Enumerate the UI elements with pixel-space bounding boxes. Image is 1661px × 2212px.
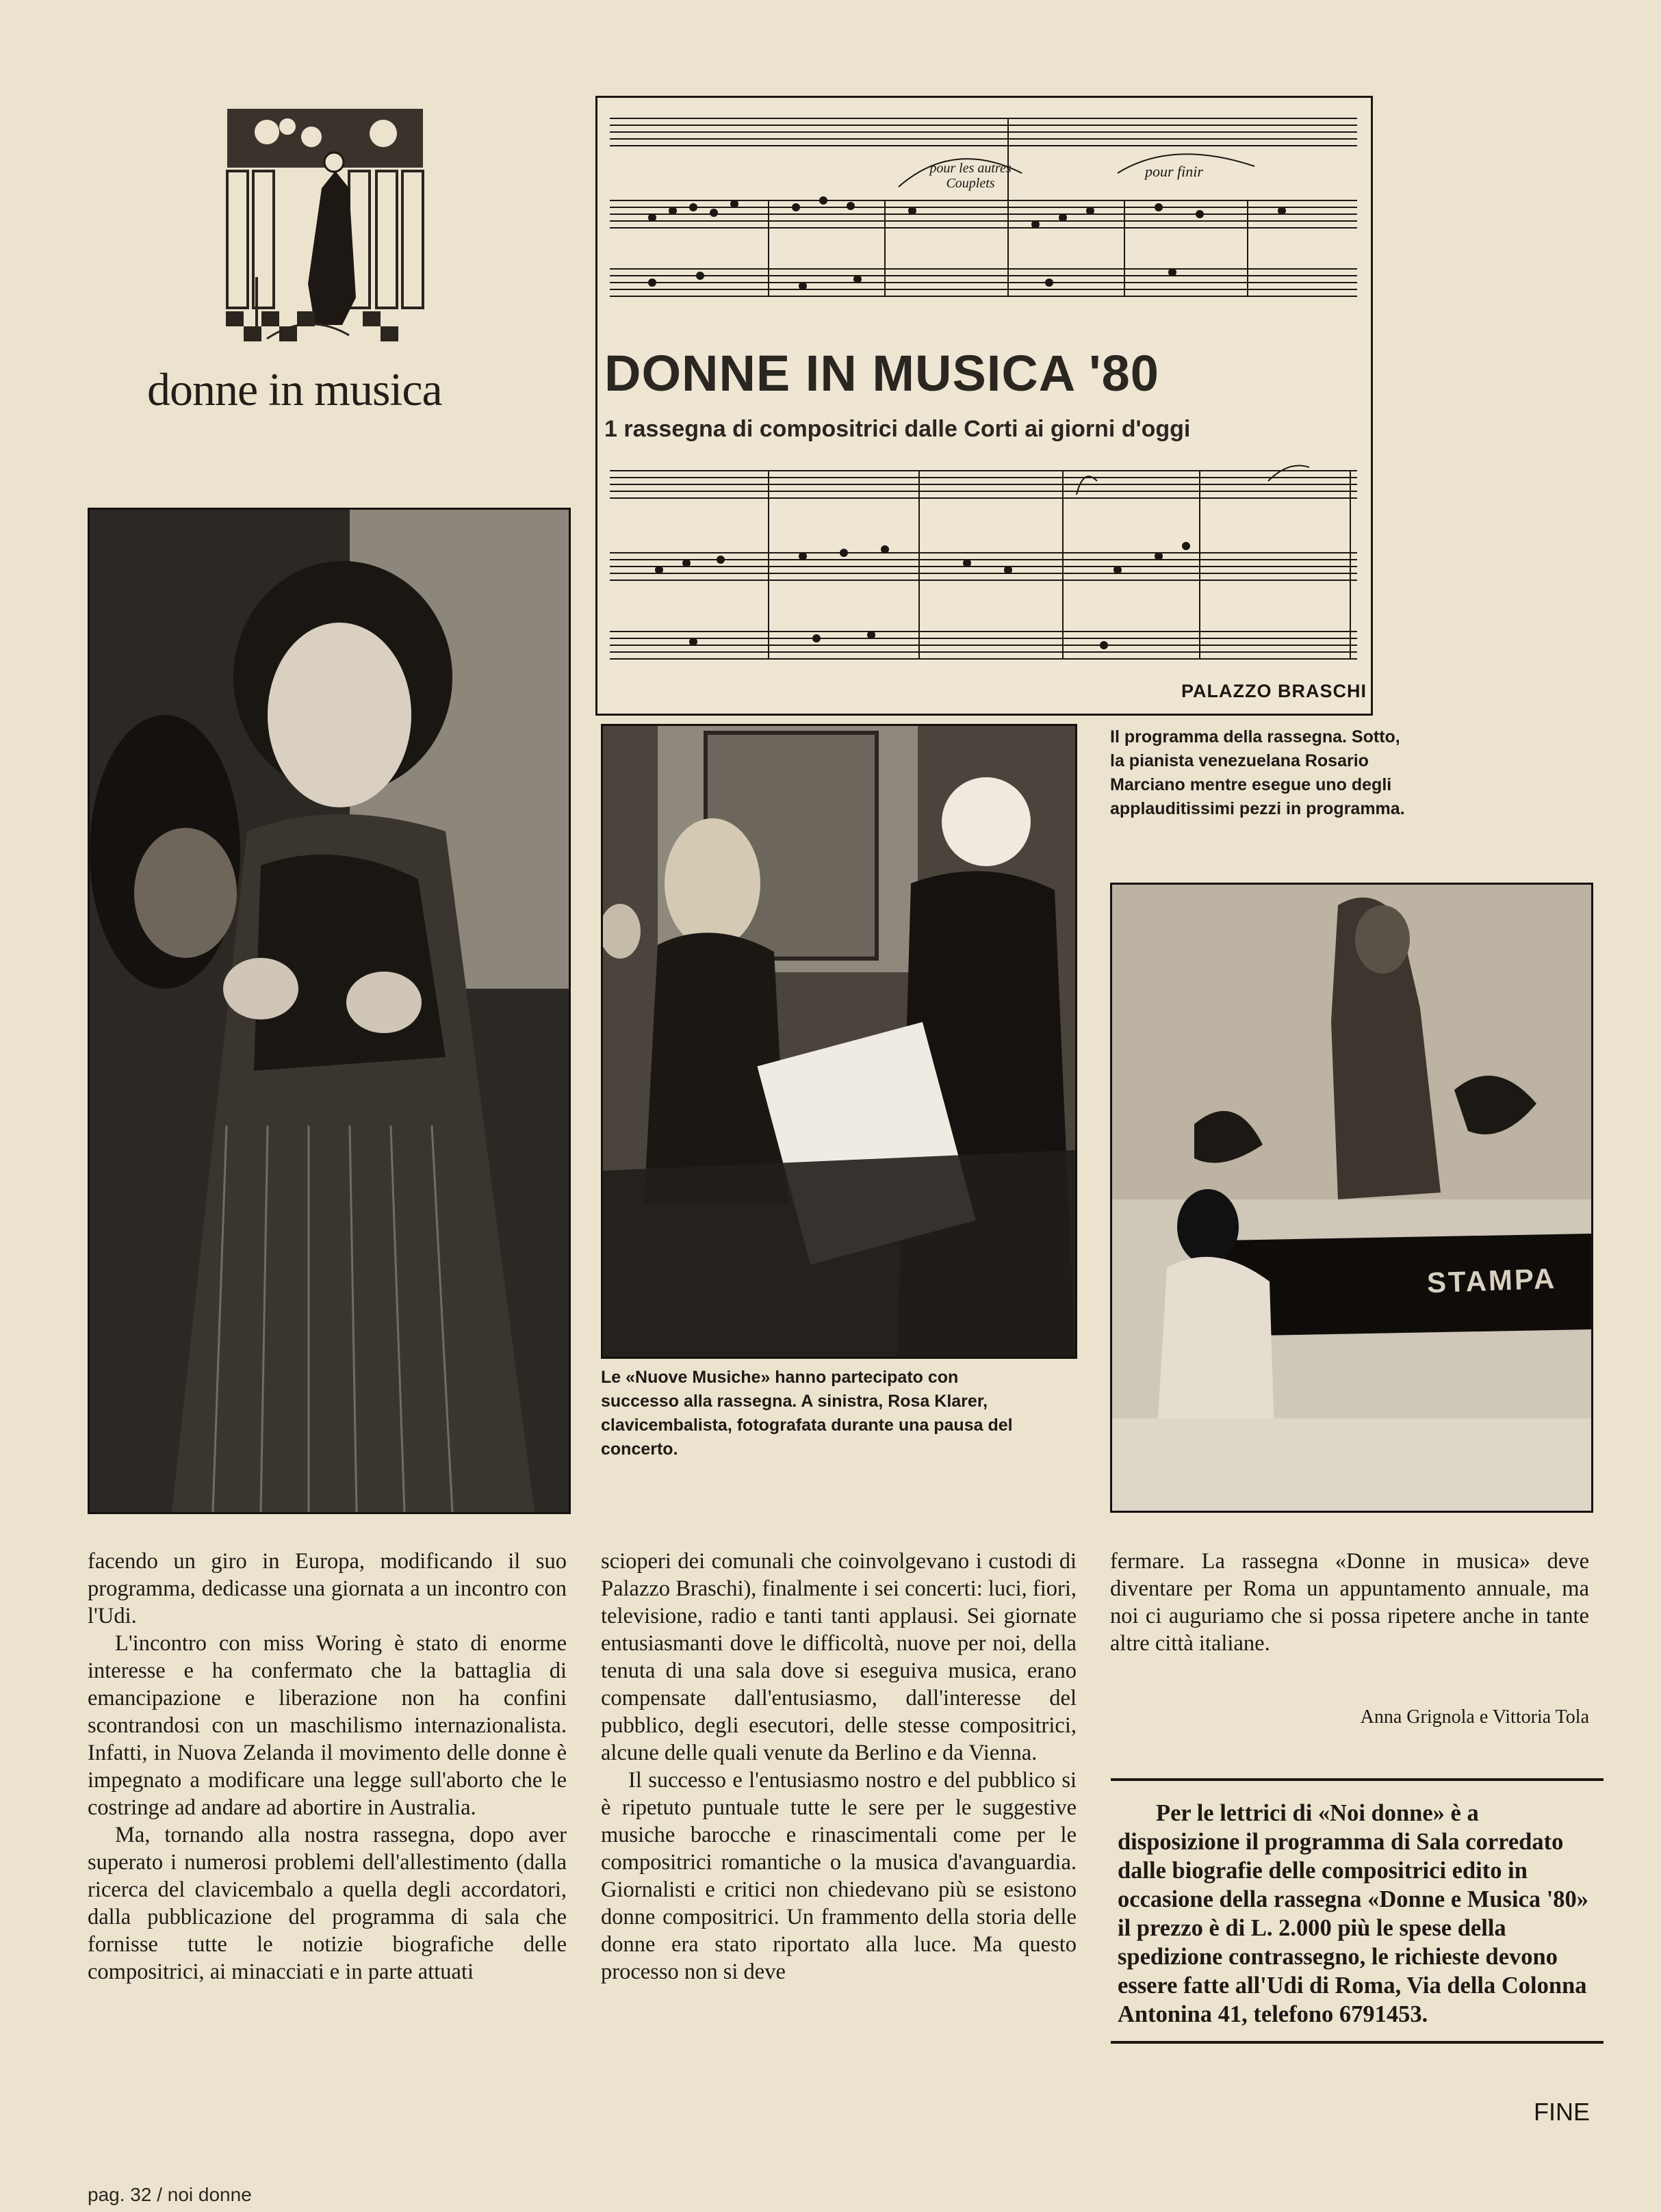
caption-program: Il programma della rassegna. Sotto, la pianista venezuelana Rosario Marciano mentre esegue uno degli applauditissimi pezzi in programma. (1110, 727, 1405, 818)
magazine-name: noi donne (167, 2184, 252, 2205)
caption-nuove-musiche: Le «Nuove Musiche» hanno partecipato con successo alla rassegna. A sinistra, Rosa Klarer, clavicembalista, fotografata durante una pausa del concerto. (601, 1368, 1013, 1459)
page-footer (88, 2184, 252, 2206)
piano-brand-label: STAMPA (1426, 1262, 1557, 1299)
article-column-2 (601, 1548, 1077, 1986)
article-paragraph: scioperi dei comunali che coinvolgevano i custodi di Palazzo Braschi), finalmente i sei concerti: luci, fiori, televisione, radio e tanti tanti applausi. Sei giornate entusiasmanti dove le difficoltà, nuove per noi, della tenuta di una sala dove si eseguiva musica, erano compensate dall'entusiasmo, dall'interesse del pubblico, degli esecutori, delle stesse compositrici, alcune delle quali venute da Berlino e da Vienna. (601, 1549, 1077, 1765)
article-column-3 (1110, 1548, 1589, 1657)
end-mark: FINE (1533, 2098, 1590, 2126)
venue-label: PALAZZO BRASCHI (1181, 681, 1367, 701)
art-deco-illustration (226, 106, 424, 342)
photo-pianist-with-statue (1110, 883, 1593, 1513)
singer-photo-shapes (90, 510, 569, 1512)
article-column-1 (88, 1548, 567, 1986)
musicians-photo-shapes (603, 726, 1075, 1357)
footer-separator: / (157, 2184, 162, 2205)
program-notice-box: Per le lettrici di «Noi donne» è a disposizione il programma di Sala corredato dalle biografie delle compositrici edito in occasione della rassegna «Donne e Musica '80» il prezzo è di L. 2.000 più le spese della spedizione contrassegno, le richieste devono essere fatte all'Udi di Roma, Via della Colonna Antonina 41, telefono 6791453. (1111, 1778, 1604, 2044)
byline: Anna Grignola e Vittoria Tola (1360, 1706, 1589, 1728)
article-paragraph: Ma, tornando alla nostra rassegna, dopo aver superato i numerosi problemi dell'allestimento (dalla ricerca del clavicembalo a quella degli accordatori, dalla pubblicazione del programma di sala che fornisse tutte le notizie biografiche delle compositrici, ai minacciati e in parte attuati (88, 1823, 567, 1984)
score-subtitle: 1 rassegna di compositrici dalle Corti ai giorni d'oggi (604, 416, 1191, 442)
article-paragraph: fermare. La rassegna «Donne in musica» deve diventare per Roma un appuntamento annuale, ma noi ci auguriamo che si possa ripetere anche in tante altre città italiane. (1110, 1549, 1589, 1656)
handwritten-note-finir: pour finir (1145, 163, 1203, 180)
handwritten-note-couplets: pour les autres Couplets (929, 161, 1012, 191)
photo-nuove-musiche-musicians (601, 724, 1077, 1359)
article-paragraph: Il successo e l'entusiasmo nostro e del pubblico si è ripetuto puntuale tutte le sere per le suggestive musiche barocche e rinascimentali come per le compositrici romantiche o la musica d'avanguardia. Giornalisti e critici non chiedevano più se esistono donne compositrici. Un frammento della storia delle donne era stato riportato alla luce. Ma questo processo non si deve (601, 1768, 1077, 1984)
article-paragraph: facendo un giro in Europa, modificando il suo programma, dedicasse una giornata a un incontro con l'Udi. (88, 1549, 567, 1628)
score-title: DONNE IN MUSICA '80 (604, 345, 1159, 402)
art-deco-woman-illustration-icon (226, 106, 424, 342)
score-panel (595, 96, 1373, 716)
article-paragraph: L'incontro con miss Woring è stato di enorme interesse e ha confermato che la battaglia di emancipazione e liberazione non ha confini scontrandosi con un maschilismo internazionalista. Infatti, in Nuova Zelanda il movimento delle donne è impegnato a modificare una legge sull'aborto che le costringe ad andare ad abortire in Australia. (88, 1631, 567, 1820)
photo-singer-with-rose (88, 508, 571, 1514)
page-number: pag. 32 (88, 2184, 152, 2205)
pianist-photo-shapes (1112, 885, 1591, 1511)
section-title: donne in musica (147, 363, 442, 415)
